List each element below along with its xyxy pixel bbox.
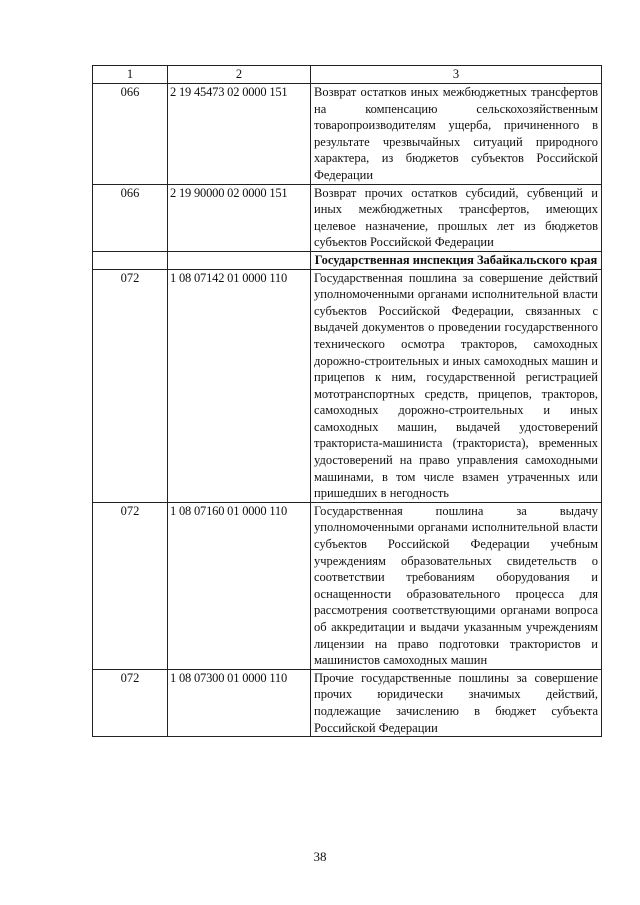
budget-code-cell: 2 19 45473 02 0000 151 [168, 84, 311, 185]
admin-code-cell [93, 251, 168, 269]
table-row [93, 669, 602, 736]
admin-code-cell: 066 [93, 184, 168, 251]
budget-code-cell: 1 08 07160 01 0000 110 [168, 502, 311, 669]
table-header-row [93, 66, 602, 84]
column-header-1: 1 [93, 66, 168, 84]
budget-code-cell [168, 251, 311, 269]
budget-code-cell: 1 08 07142 01 0000 110 [168, 269, 311, 502]
section-heading: Государственная инспекция Забайкальского края [311, 251, 602, 269]
admin-code-cell: 072 [93, 502, 168, 669]
column-header-2: 2 [168, 66, 311, 84]
description-cell: Государственная пошлина за выдачу уполномоченными органами исполнительной власти субъектов Российской Федерации учебным учреждениям образовательных свидетельств о соответствии требованиям оборудования и оснащенности образовательного процесса для рассмотрения соответствующими органами вопроса об аккредитации и выдачи указанным учреждениям лицензии на право подготовки трактористов и машинистов самоходных машин [311, 502, 602, 669]
column-header-3: 3 [311, 66, 602, 84]
description-cell: Возврат прочих остатков субсидий, субвенций и иных межбюджетных трансфертов, имеющих целевое назначение, прошлых лет из бюджетов субъектов Российской Федерации [311, 184, 602, 251]
description-cell: Государственная пошлина за совершение действий уполномоченными органами исполнительной власти субъектов Российской Федерации, связанных с выдачей документов о проведении государственного технического осмотра тракторов, самоходных дорожно-строительных и иных самоходных машин и прицепов к ним, государственной регистрацией мототранспортных средств, прицепов, тракторов, самоходных дорожно-строительных и иных самоходных машин, выдачей удостоверений тракториста-машиниста (тракториста), временных удостоверений на право управления самоходными машинами, в том числе взамен утраченных или пришедших в негодность [311, 269, 602, 502]
page-number: 38 [313, 849, 327, 864]
admin-code-cell: 072 [93, 669, 168, 736]
description-cell: Прочие государственные пошлины за совершение прочих юридически значимых действий, подлежащие зачислению в бюджет субъекта Российской Федерации [311, 669, 602, 736]
admin-code-cell: 072 [93, 269, 168, 502]
budget-code-cell: 2 19 90000 02 0000 151 [168, 184, 311, 251]
table-row [93, 84, 602, 185]
admin-code-cell: 066 [93, 84, 168, 185]
table-row [93, 269, 602, 502]
section-row [93, 251, 602, 269]
budget-codes-table [92, 65, 602, 737]
table-row [93, 502, 602, 669]
budget-code-cell: 1 08 07300 01 0000 110 [168, 669, 311, 736]
table-row [93, 184, 602, 251]
description-cell: Возврат остатков иных межбюджетных трансфертов на компенсацию сельскохозяйственным товаропроизводителям ущерба, причиненного в результате чрезвычайных ситуаций природного характера, из бюджетов субъектов Российской Федерации [311, 84, 602, 185]
